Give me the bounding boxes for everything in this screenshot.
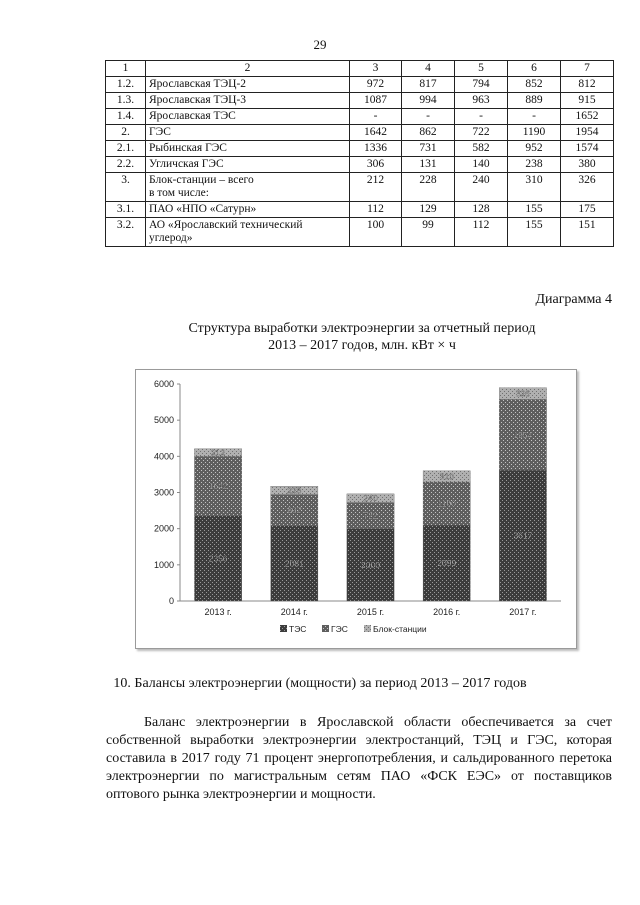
row-number-cell: 1.3. (106, 93, 146, 109)
x-tick-label: 2014 г. (280, 607, 308, 617)
row-number-cell: 3.2. (106, 218, 146, 247)
y-tick-label: 1000 (153, 559, 174, 570)
value-cell: 952 (508, 141, 561, 157)
value-cell: 994 (402, 93, 455, 109)
row-number-cell: 1.4. (106, 109, 146, 125)
value-cell: - (455, 109, 508, 125)
legend-swatch (364, 625, 371, 632)
data-label: 212 (211, 447, 226, 458)
diagram-title-line1: Структура выработки электроэнергии за отчетный период (188, 321, 536, 336)
table-row (106, 77, 614, 93)
body-paragraph: Баланс электроэнергии в Ярославской области обеспечивается за счет собственной выработки электроэнергии электростанций, ТЭЦ и ГЭС, которая составила в 2017 году 71 процент энергопотребления, и сальдированного перетока электроэнергии по магистральным сетям ПАО «ФСК ЕЭС» от поставщиков оптового рынка электроэнергии и мощности. (106, 715, 612, 802)
row-number-cell: 3. (106, 173, 146, 202)
value-cell: - (508, 109, 561, 125)
y-tick-label: 3000 (153, 487, 174, 498)
value-cell: 1336 (350, 141, 402, 157)
table-row (106, 125, 614, 141)
diagram-title-line2: 2013 – 2017 годов, млн. кВт × ч (268, 338, 456, 353)
value-cell: 155 (508, 202, 561, 218)
value-cell: 812 (561, 77, 614, 93)
value-cell: 722 (455, 125, 508, 141)
table-row (106, 93, 614, 109)
data-label: 2081 (284, 558, 304, 569)
row-name-cell: Угличская ГЭС (146, 157, 350, 173)
value-cell: 99 (402, 218, 455, 247)
value-cell: 731 (402, 141, 455, 157)
value-cell: 1954 (561, 125, 614, 141)
table-row (106, 141, 614, 157)
x-tick-label: 2015 г. (356, 607, 385, 617)
legend-label: Блок-станции (373, 624, 427, 634)
x-tick-label: 2013 г. (204, 607, 232, 617)
table-header-cell: 2 (146, 61, 350, 77)
table-header-cell: 4 (402, 61, 455, 77)
value-cell: 862 (402, 125, 455, 141)
value-cell: 240 (455, 173, 508, 202)
table-row (106, 173, 614, 202)
data-label: 326 (515, 388, 530, 399)
value-cell: - (402, 109, 455, 125)
value-cell: 963 (455, 93, 508, 109)
value-cell: 915 (561, 93, 614, 109)
data-label: 3617 (513, 530, 533, 541)
value-cell: 228 (402, 173, 455, 202)
value-cell: 1574 (561, 141, 614, 157)
diagram-title (60, 320, 640, 354)
value-cell: 310 (508, 173, 561, 202)
row-number-cell: 1.2. (106, 77, 146, 93)
row-name-cell: Блок-станции – всего в том числе: (146, 173, 350, 202)
value-cell: 306 (350, 157, 402, 173)
value-cell: 212 (350, 173, 402, 202)
data-label: 862 (287, 505, 302, 516)
legend-swatch (280, 625, 287, 632)
value-cell: 852 (508, 77, 561, 93)
table-header-cell: 5 (455, 61, 508, 77)
value-cell: 131 (402, 157, 455, 173)
value-cell: 129 (402, 202, 455, 218)
table-row (106, 109, 614, 125)
value-cell: 1652 (561, 109, 614, 125)
value-cell: 140 (455, 157, 508, 173)
data-label: 1190 (437, 498, 456, 509)
row-name-cell: Ярославская ТЭС (146, 109, 350, 125)
table-header-row (106, 61, 614, 77)
data-label: 722 (363, 510, 378, 521)
row-number-cell: 2. (106, 125, 146, 141)
y-tick-label: 2000 (153, 523, 174, 534)
value-cell: 112 (350, 202, 402, 218)
row-name-cell: ГЭС (146, 125, 350, 141)
value-cell: 817 (402, 77, 455, 93)
value-cell: 175 (561, 202, 614, 218)
data-label: 228 (287, 485, 302, 496)
data-label: 2356 (208, 553, 228, 564)
chart-frame (135, 369, 577, 649)
section-title: 10. Балансы электроэнергии (мощности) за период 2013 – 2017 годов (113, 676, 527, 691)
value-cell: 1190 (508, 125, 561, 141)
table-row (106, 218, 614, 247)
table-header-cell: 7 (561, 61, 614, 77)
data-label: 1954 (513, 429, 533, 440)
data-label: 2099 (437, 558, 457, 569)
value-cell: 582 (455, 141, 508, 157)
y-tick-label: 5000 (153, 415, 174, 426)
value-cell: - (350, 109, 402, 125)
value-cell: 972 (350, 77, 402, 93)
value-cell: 151 (561, 218, 614, 247)
y-tick-label: 0 (168, 596, 174, 606)
data-label: 240 (363, 493, 378, 504)
stacked-bar-chart (136, 370, 576, 648)
x-tick-label: 2017 г. (509, 607, 537, 617)
y-tick-label: 4000 (153, 451, 174, 462)
row-number-cell: 3.1. (106, 202, 146, 218)
value-cell: 326 (561, 173, 614, 202)
x-tick-label: 2016 г. (433, 607, 461, 617)
table-header-cell: 6 (508, 61, 561, 77)
value-cell: 889 (508, 93, 561, 109)
legend-swatch (322, 625, 329, 632)
row-name-cell: Ярославская ТЭЦ-2 (146, 77, 350, 93)
y-tick-label: 6000 (153, 379, 174, 389)
table-row (106, 202, 614, 218)
table-header-cell: 3 (350, 61, 402, 77)
data-label: 310 (439, 471, 454, 482)
data-label: 2000 (361, 559, 380, 570)
row-number-cell: 2.2. (106, 157, 146, 173)
value-cell: 1642 (350, 125, 402, 141)
value-cell: 794 (455, 77, 508, 93)
table-row (106, 157, 614, 173)
row-name-cell: ПАО «НПО «Сатурн» (146, 202, 350, 218)
value-cell: 1087 (350, 93, 402, 109)
generation-table (105, 60, 614, 247)
value-cell: 155 (508, 218, 561, 247)
legend-label: ГЭС (331, 624, 348, 634)
value-cell: 100 (350, 218, 402, 247)
legend-label: ТЭС (289, 624, 307, 634)
row-name-cell: Рыбинская ГЭС (146, 141, 350, 157)
value-cell: 128 (455, 202, 508, 218)
row-number-cell: 2.1. (106, 141, 146, 157)
page-number: 29 (313, 37, 327, 52)
table-header-cell: 1 (106, 61, 146, 77)
diagram-label: Диаграмма 4 (535, 292, 612, 307)
value-cell: 238 (508, 157, 561, 173)
value-cell: 380 (561, 157, 614, 173)
row-name-cell: Ярославская ТЭЦ-3 (146, 93, 350, 109)
data-label: 1642 (208, 481, 228, 492)
row-name-cell: АО «Ярославский технический углерод» (146, 218, 350, 247)
value-cell: 112 (455, 218, 508, 247)
